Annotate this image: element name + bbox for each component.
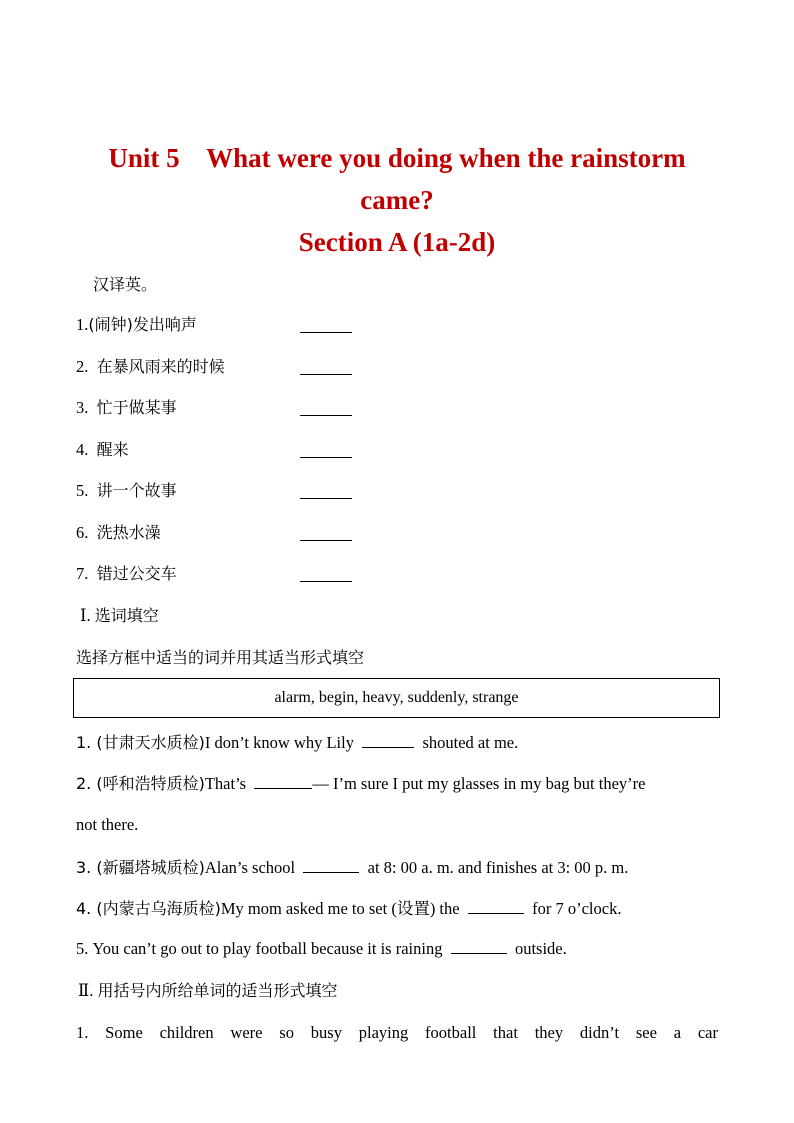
vocab-item (76, 314, 197, 336)
exercise-item (76, 898, 621, 920)
item-text-after: shouted at me. (422, 733, 519, 752)
item-source: 1. (甘肃天水质检) (76, 733, 205, 752)
answer-blank[interactable] (300, 485, 352, 499)
exercise-item (76, 773, 646, 795)
vocab-item-text: 醒来 (96, 440, 129, 459)
item-source: 3. (新疆塔城质检) (76, 858, 205, 877)
answer-blank[interactable] (362, 734, 414, 748)
vocab-item (76, 480, 177, 502)
exercise-item-continuation: not there. (76, 815, 139, 834)
vocab-item-number: 2. (76, 357, 89, 376)
vocab-item-number: 5. (76, 481, 89, 500)
item-text-before: Alan’s school (204, 858, 296, 877)
answer-blank[interactable] (303, 859, 359, 873)
item-text-after: for 7 o’clock. (532, 899, 622, 918)
exercise-item (76, 732, 518, 754)
page-title-line1: Unit 5 What were you doing when the rainstorm (108, 143, 686, 173)
answer-blank[interactable] (451, 940, 507, 954)
answer-blank[interactable] (300, 402, 352, 416)
answer-blank[interactable] (300, 527, 352, 541)
item-text-before: You can’t go out to play football because it is raining (92, 939, 443, 958)
vocab-item (76, 439, 129, 461)
section1-instruction: 选择方框中适当的词并用其适当形式填空 (76, 648, 365, 667)
page-title-line2: came? (360, 185, 434, 215)
exercise-item: 1. Some children were so busy playing football that they didn’t see a car (76, 1023, 718, 1042)
page-subtitle: Section A (1a-2d) (298, 227, 496, 257)
vocab-item (76, 356, 225, 378)
vocab-item (76, 563, 177, 585)
vocab-item-text: (闹钟)发出响声 (88, 315, 197, 334)
exercise-item (76, 938, 567, 960)
answer-blank[interactable] (300, 361, 352, 375)
vocab-item-number: 1. (76, 315, 89, 334)
item-text-before: I don’t know why Lily (204, 733, 354, 752)
answer-blank[interactable] (300, 319, 352, 333)
item-source: 4. (内蒙古乌海质检) (76, 899, 221, 918)
item-text-before: That’s (204, 774, 247, 793)
section2-heading (78, 980, 337, 1002)
vocab-item (76, 397, 177, 419)
section1-title: 选词填空 (94, 606, 159, 625)
item-text-before: My mom asked me to set (设置) the (220, 899, 460, 918)
word-bank-text: alarm, begin, heavy, suddenly, strange (274, 689, 519, 706)
vocab-item-text: 洗热水澡 (96, 523, 161, 542)
vocab-item-text: 错过公交车 (96, 564, 177, 583)
item-text-after: outside. (514, 939, 567, 958)
exercise-item (76, 857, 628, 879)
answer-blank[interactable] (300, 444, 352, 458)
answer-blank[interactable] (300, 568, 352, 582)
vocab-item-text: 讲一个故事 (96, 481, 177, 500)
section2-title: 用括号内所给单词的适当形式填空 (97, 981, 338, 1000)
item-text-after: at 8: 00 a. m. and finishes at 3: 00 p. m. (367, 858, 629, 877)
word-bank-box (73, 678, 720, 718)
vocab-item-text: 在暴风雨来的时候 (96, 357, 225, 376)
item-source: 2. (呼和浩特质检) (76, 774, 205, 793)
answer-blank[interactable] (254, 775, 312, 789)
vocab-item-number: 3. (76, 398, 89, 417)
vocab-item-text: 忙于做某事 (96, 398, 177, 417)
vocab-item-number: 6. (76, 523, 89, 542)
vocab-item-number: 4. (76, 440, 89, 459)
item-text-after: — I’m sure I put my glasses in my bag but they’re (312, 774, 646, 793)
item-number: 5. (76, 939, 89, 958)
section1-numeral: Ⅰ. (80, 606, 91, 625)
section2-numeral: Ⅱ. (78, 981, 94, 1000)
vocab-item (76, 522, 161, 544)
answer-blank[interactable] (468, 900, 524, 914)
vocab-item-number: 7. (76, 564, 89, 583)
section1-heading (80, 605, 159, 627)
vocab-heading: 汉译英。 (93, 275, 158, 294)
